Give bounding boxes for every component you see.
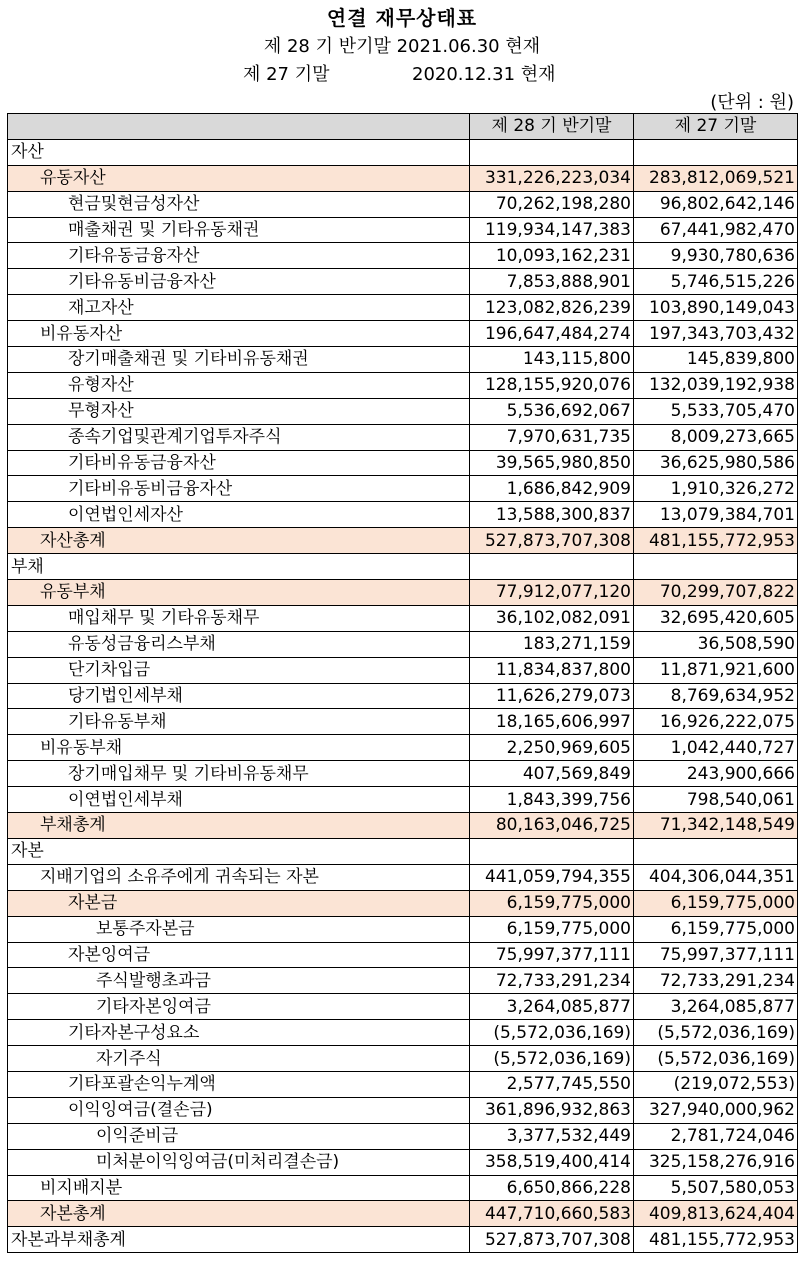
prior-period-value: 32,695,420,605 (634, 605, 798, 631)
current-period-value: 70,262,198,280 (470, 191, 634, 217)
prior-period-value: 197,343,703,432 (634, 321, 798, 347)
table-row (8, 735, 798, 761)
table-row (8, 295, 798, 321)
current-period-value: 407,569,849 (470, 761, 634, 787)
header-prior-period: 제 27 기말 (634, 114, 798, 140)
current-period-value: 2,250,969,605 (470, 735, 634, 761)
table-row (8, 139, 798, 165)
table-row (8, 580, 798, 606)
prior-period-value: (5,572,036,169) (634, 1020, 798, 1046)
table-row (8, 683, 798, 709)
prior-period-value: 5,507,580,053 (634, 1175, 798, 1201)
account-label: 기타자본잉여금 (8, 994, 470, 1020)
current-period-value: 361,896,932,863 (470, 1097, 634, 1123)
prior-period-value: 36,508,590 (634, 631, 798, 657)
current-period-value: 123,082,826,239 (470, 295, 634, 321)
current-period-value: 196,647,484,274 (470, 321, 634, 347)
account-label: 기타유동부채 (8, 709, 470, 735)
current-period-value: 331,226,223,034 (470, 165, 634, 191)
account-label: 유형자산 (8, 372, 470, 398)
header-account (8, 114, 470, 140)
current-period-value: 527,873,707,308 (470, 1227, 634, 1253)
account-label: 비유동부채 (8, 735, 470, 761)
current-period-value: 6,650,866,228 (470, 1175, 634, 1201)
prior-period-value: 481,155,772,953 (634, 1227, 798, 1253)
prior-period-value: 72,733,291,234 (634, 968, 798, 994)
account-label: 당기법인세부채 (8, 683, 470, 709)
account-label: 자본과부채총계 (8, 1227, 470, 1253)
account-label: 자산 (8, 139, 470, 165)
current-period-value: 80,163,046,725 (470, 813, 634, 839)
table-header-row (8, 114, 798, 140)
prior-period-value: 11,871,921,600 (634, 657, 798, 683)
prior-period-value: 75,997,377,111 (634, 942, 798, 968)
prior-period-value: 798,540,061 (634, 787, 798, 813)
table-row (8, 890, 798, 916)
table-row (8, 450, 798, 476)
table-row (8, 657, 798, 683)
account-label: 비지배지분 (8, 1175, 470, 1201)
current-period-value: 3,377,532,449 (470, 1123, 634, 1149)
table-row (8, 191, 798, 217)
current-period-value: 7,853,888,901 (470, 269, 634, 295)
account-label: 자본 (8, 838, 470, 864)
prior-period-value: 103,890,149,043 (634, 295, 798, 321)
table-body (8, 139, 798, 1252)
account-label: 장기매입채무 및 기타비유동채무 (8, 761, 470, 787)
prior-period-value: 132,039,192,938 (634, 372, 798, 398)
prior-period-value: 96,802,642,146 (634, 191, 798, 217)
table-row (8, 968, 798, 994)
current-period-value: 6,159,775,000 (470, 916, 634, 942)
prior-period-value (634, 838, 798, 864)
prior-period-value: 283,812,069,521 (634, 165, 798, 191)
table-row (8, 1149, 798, 1175)
prior-period-value: 1,910,326,272 (634, 476, 798, 502)
account-label: 이연법인세자산 (8, 502, 470, 528)
table-row (8, 838, 798, 864)
prior-period-value: 327,940,000,962 (634, 1097, 798, 1123)
prior-period-value: 8,009,273,665 (634, 424, 798, 450)
table-row (8, 1046, 798, 1072)
account-label: 이익잉여금(결손금) (8, 1097, 470, 1123)
table-row (8, 1123, 798, 1149)
current-period-value: 10,093,162,231 (470, 243, 634, 269)
table-row (8, 243, 798, 269)
prior-period-value: 5,746,515,226 (634, 269, 798, 295)
table-row (8, 269, 798, 295)
account-label: 비유동자산 (8, 321, 470, 347)
header-current-period: 제 28 기 반기말 (470, 114, 634, 140)
unit-label: (단위 : 원) (710, 92, 794, 113)
table-row (8, 502, 798, 528)
table-row (8, 398, 798, 424)
account-label: 장기매출채권 및 기타비유동채권 (8, 347, 470, 373)
table-row (8, 813, 798, 839)
account-label: 유동성금융리스부채 (8, 631, 470, 657)
account-label: 주식발행초과금 (8, 968, 470, 994)
prior-period-value: 36,625,980,586 (634, 450, 798, 476)
table-row (8, 994, 798, 1020)
table-row (8, 424, 798, 450)
account-label: 지배기업의 소유주에게 귀속되는 자본 (8, 864, 470, 890)
current-period-value: 3,264,085,877 (470, 994, 634, 1020)
current-period-value: 7,970,631,735 (470, 424, 634, 450)
prior-period-value (634, 139, 798, 165)
prior-period-value (634, 554, 798, 580)
prior-period-value: 481,155,772,953 (634, 528, 798, 554)
account-label: 이익준비금 (8, 1123, 470, 1149)
account-label: 미처분이익잉여금(미처리결손금) (8, 1149, 470, 1175)
table-row (8, 916, 798, 942)
table-row (8, 605, 798, 631)
table-row (8, 165, 798, 191)
account-label: 기타자본구성요소 (8, 1020, 470, 1046)
prior-period-value: 325,158,276,916 (634, 1149, 798, 1175)
account-label: 유동부채 (8, 580, 470, 606)
prior-period-value: 145,839,800 (634, 347, 798, 373)
table-row (8, 1097, 798, 1123)
table-row (8, 554, 798, 580)
account-label: 기타포괄손익누계액 (8, 1071, 470, 1097)
table-row (8, 476, 798, 502)
prior-period-value: 70,299,707,822 (634, 580, 798, 606)
current-period-value (470, 838, 634, 864)
current-period-value: 2,577,745,550 (470, 1071, 634, 1097)
current-period-value (470, 139, 634, 165)
account-label: 자본총계 (8, 1201, 470, 1227)
current-period-value (470, 554, 634, 580)
current-period-value: 119,934,147,383 (470, 217, 634, 243)
account-label: 재고자산 (8, 295, 470, 321)
table-row (8, 1175, 798, 1201)
table-row (8, 1227, 798, 1253)
table-row (8, 787, 798, 813)
prior-period-value: 2,781,724,046 (634, 1123, 798, 1149)
current-period-value: 13,588,300,837 (470, 502, 634, 528)
prior-period-value: 1,042,440,727 (634, 735, 798, 761)
account-label: 기타유동비금융자산 (8, 269, 470, 295)
table-row (8, 864, 798, 890)
current-period-value: 6,159,775,000 (470, 890, 634, 916)
current-period-value: 11,626,279,073 (470, 683, 634, 709)
account-label: 자본금 (8, 890, 470, 916)
table-row (8, 942, 798, 968)
account-label: 기타비유동비금융자산 (8, 476, 470, 502)
table-row (8, 321, 798, 347)
table-row (8, 528, 798, 554)
account-label: 종속기업및관계기업투자주식 (8, 424, 470, 450)
table-row (8, 1071, 798, 1097)
account-label: 자기주식 (8, 1046, 470, 1072)
account-label: 이연법인세부채 (8, 787, 470, 813)
prior-period-value: 71,342,148,549 (634, 813, 798, 839)
current-period-value: 358,519,400,414 (470, 1149, 634, 1175)
prior-period-value: (219,072,553) (634, 1071, 798, 1097)
table-row (8, 709, 798, 735)
account-label: 보통주자본금 (8, 916, 470, 942)
prior-period-value: 13,079,384,701 (634, 502, 798, 528)
table-row (8, 372, 798, 398)
table-row (8, 217, 798, 243)
account-label: 부채 (8, 554, 470, 580)
account-label: 단기차입금 (8, 657, 470, 683)
table-row (8, 1020, 798, 1046)
prior-period-label: 제 27 기말 (243, 64, 330, 85)
prior-period-value: 9,930,780,636 (634, 243, 798, 269)
current-period-value: 143,115,800 (470, 347, 634, 373)
current-period-value: (5,572,036,169) (470, 1020, 634, 1046)
current-period: 제 28 기 반기말 2021.06.30 현재 (263, 36, 541, 57)
prior-period-value: 67,441,982,470 (634, 217, 798, 243)
current-period-value: 183,271,159 (470, 631, 634, 657)
balance-sheet-table (7, 113, 798, 1253)
current-period-value: 39,565,980,850 (470, 450, 634, 476)
table-row (8, 1201, 798, 1227)
prior-period-value: (5,572,036,169) (634, 1046, 798, 1072)
current-period-value: 77,912,077,120 (470, 580, 634, 606)
prior-period-value: 409,813,624,404 (634, 1201, 798, 1227)
account-label: 유동자산 (8, 165, 470, 191)
current-period-value: 527,873,707,308 (470, 528, 634, 554)
current-period-value: (5,572,036,169) (470, 1046, 634, 1072)
account-label: 무형자산 (8, 398, 470, 424)
prior-period-value: 16,926,222,075 (634, 709, 798, 735)
prior-period-value: 404,306,044,351 (634, 864, 798, 890)
prior-period-value: 5,533,705,470 (634, 398, 798, 424)
current-period-value: 18,165,606,997 (470, 709, 634, 735)
account-label: 매출채권 및 기타유동채권 (8, 217, 470, 243)
prior-period-value: 243,900,666 (634, 761, 798, 787)
current-period-value: 5,536,692,067 (470, 398, 634, 424)
account-label: 매입채무 및 기타유동채무 (8, 605, 470, 631)
current-period-value: 75,997,377,111 (470, 942, 634, 968)
table-row (8, 347, 798, 373)
current-period-value: 128,155,920,076 (470, 372, 634, 398)
current-period-value: 72,733,291,234 (470, 968, 634, 994)
account-label: 현금및현금성자산 (8, 191, 470, 217)
current-period-value: 1,686,842,909 (470, 476, 634, 502)
current-period-value: 36,102,082,091 (470, 605, 634, 631)
page-title: 연결 재무상태표 (326, 6, 478, 30)
current-period-value: 11,834,837,800 (470, 657, 634, 683)
account-label: 자본잉여금 (8, 942, 470, 968)
table-row (8, 631, 798, 657)
prior-period-value: 3,264,085,877 (634, 994, 798, 1020)
prior-period-date: 2020.12.31 현재 (412, 64, 556, 85)
prior-period-value: 6,159,775,000 (634, 916, 798, 942)
prior-period-value: 6,159,775,000 (634, 890, 798, 916)
current-period-value: 441,059,794,355 (470, 864, 634, 890)
table-row (8, 761, 798, 787)
account-label: 자산총계 (8, 528, 470, 554)
current-period-value: 447,710,660,583 (470, 1201, 634, 1227)
account-label: 기타비유동금융자산 (8, 450, 470, 476)
account-label: 기타유동금융자산 (8, 243, 470, 269)
current-period-value: 1,843,399,756 (470, 787, 634, 813)
account-label: 부채총계 (8, 813, 470, 839)
prior-period-value: 8,769,634,952 (634, 683, 798, 709)
